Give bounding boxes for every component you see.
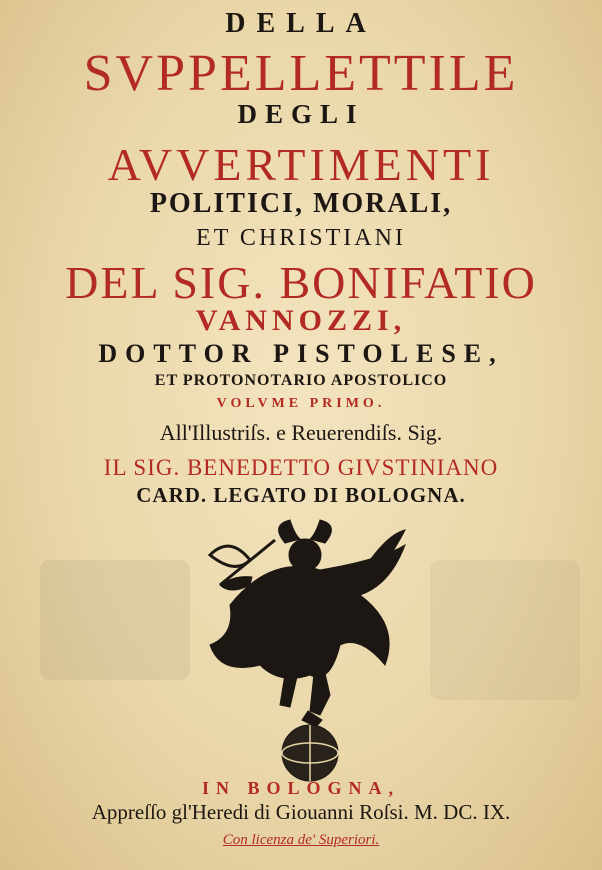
title-line-suppellettile: SVPPELLETTILE [83,45,519,102]
title-line-christiani: ET CHRISTIANI [196,225,406,251]
imprint-place: IN BOLOGNA, [201,778,401,798]
imprint-printer: Appreſſo gl'Heredi di Giouanni Roſsi. M. DC. IX. [91,800,511,824]
author-title: DOTTOR PISTOLESE, [98,339,504,368]
license-note: Con licenza de' Superiori. [222,832,380,848]
volume-label: VOLVME PRIMO. [216,396,386,411]
dedicatee-name: IL SIG. BENEDETTO GIVSTINIANO [103,455,499,480]
title-line-degli: DEGLI [237,99,365,129]
title-line-politici: POLITICI, MORALI, [149,188,453,219]
title-line-avvertimenti: AVVERTIMENTI [107,139,495,190]
author-surname: VANNOZZI, [195,304,407,337]
paper-stain [40,560,190,680]
title-line-della: DELLA [225,8,377,39]
author-office: ET PROTONOTARIO APOSTOLICO [154,372,448,389]
dedication-line: All'Illustriſs. e Reuerendiſs. Sig. [159,420,443,445]
author-line: DEL SIG. BONIFATIO [65,257,537,308]
dedicatee-title: CARD. LEGATO DI BOLOGNA. [136,483,466,507]
mercury-printer-device-icon [190,515,420,785]
paper-stain [430,560,580,700]
